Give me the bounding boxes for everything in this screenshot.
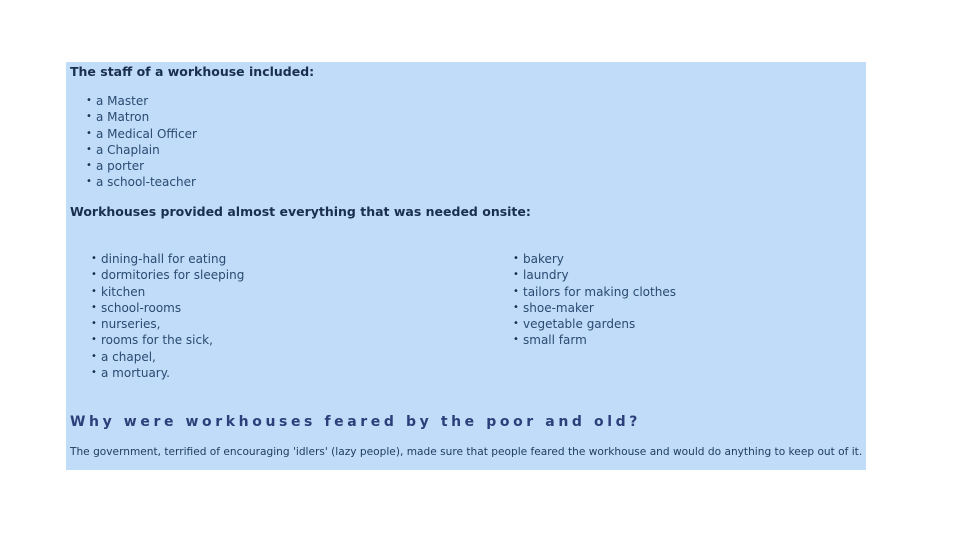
bullet-icon: •: [86, 127, 92, 139]
list-item: • a mortuary.: [91, 366, 170, 381]
list-item: • a porter: [86, 159, 145, 174]
list-item: • rooms for the sick,: [91, 333, 213, 348]
facilities-heading: Workhouses provided almost everything that was needed onsite:: [70, 204, 531, 219]
list-item: • school-rooms: [91, 300, 182, 315]
bullet-icon: •: [91, 253, 97, 264]
bullet-icon: •: [91, 301, 97, 313]
bullet-icon: •: [86, 95, 92, 106]
list-item: • a chapel,: [91, 349, 156, 364]
bullet-icon: •: [513, 253, 519, 264]
bullet-icon: •: [513, 285, 519, 297]
fear-heading: Why were workhouses feared by the poor and old?: [70, 414, 641, 430]
list-item: • a school-teacher: [86, 175, 196, 190]
staff-heading: The staff of a workhouse included:: [70, 64, 315, 79]
facilities-list-right: [513, 251, 676, 349]
list-item: • a Chaplain: [86, 142, 160, 157]
list-item: • kitchen: [91, 284, 146, 299]
bullet-icon: •: [91, 318, 97, 330]
list-item: • laundry: [513, 268, 569, 283]
list-item: • vegetable gardens: [513, 317, 636, 332]
list-item: • a Matron: [86, 110, 150, 125]
list-item: • a Master: [86, 94, 149, 108]
facilities-list-left: [91, 251, 245, 381]
bullet-icon: •: [91, 334, 97, 346]
list-item: • small farm: [513, 333, 587, 348]
staff-list: [86, 93, 197, 191]
bullet-icon: •: [86, 143, 92, 155]
list-item: • nurseries,: [91, 317, 161, 332]
bullet-icon: •: [86, 111, 92, 123]
fear-paragraph: The government, terrified of encouraging 'idlers' (lazy people), made sure that people feared the workhouse and would do anything to keep out of it.: [70, 446, 863, 458]
bullet-icon: •: [91, 285, 97, 297]
list-item: • dining-hall for eating: [91, 252, 227, 266]
content-panel: [66, 62, 866, 470]
list-item: • a Medical Officer: [86, 126, 197, 141]
bullet-icon: •: [91, 367, 97, 379]
list-item: • bakery: [513, 252, 564, 266]
bullet-icon: •: [86, 176, 92, 188]
list-item: • dormitories for sleeping: [91, 268, 245, 283]
bullet-icon: •: [91, 350, 97, 362]
list-item: • tailors for making clothes: [513, 284, 676, 299]
bullet-icon: •: [513, 334, 519, 346]
bullet-icon: •: [513, 301, 519, 313]
bullet-icon: •: [91, 269, 97, 281]
bullet-icon: •: [513, 318, 519, 330]
bullet-icon: •: [86, 160, 92, 172]
bullet-icon: •: [513, 269, 519, 281]
list-item: • shoe-maker: [513, 300, 594, 315]
